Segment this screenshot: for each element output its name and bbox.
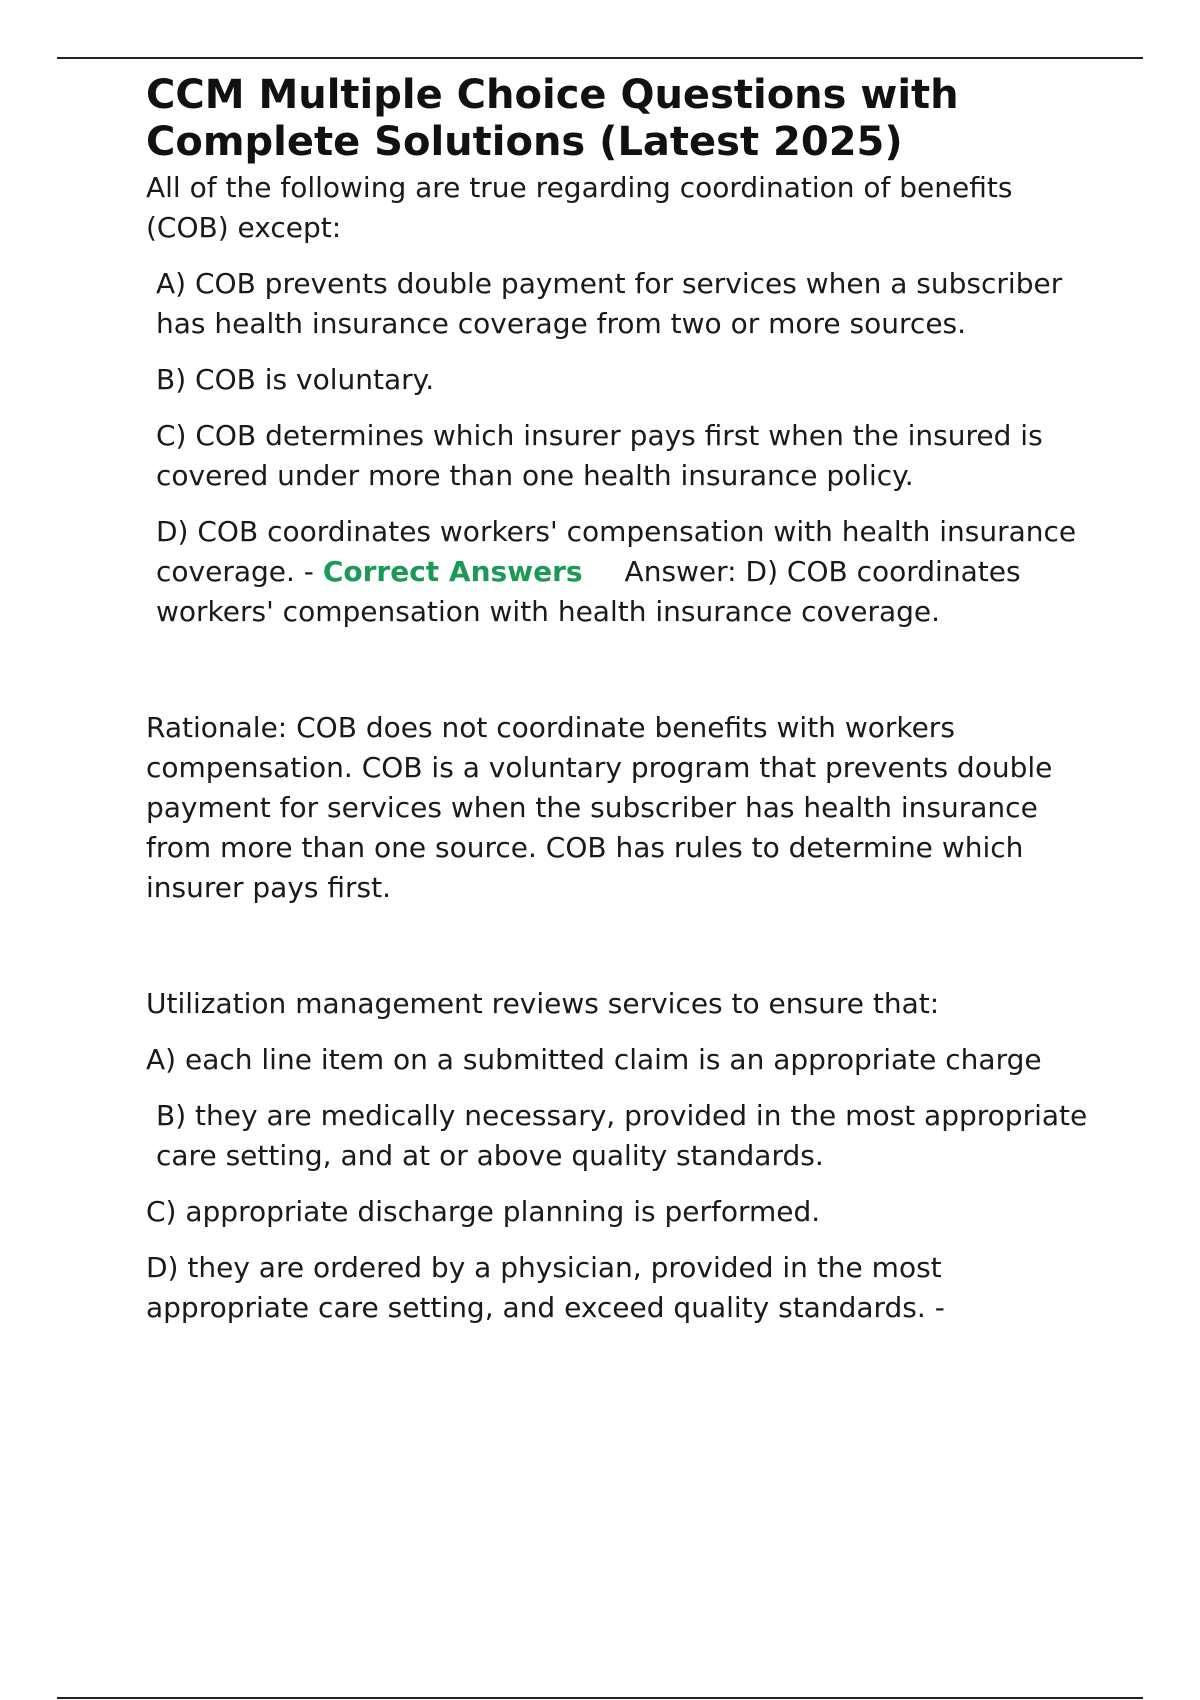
question-1-rationale: Rationale: COB does not coordinate benefits with workers compensation. COB is a voluntary program that prevents double payment for services when the subscriber has health insurance from more than one source. COB has rules to determine which insurer pays first.	[146, 711, 1053, 904]
question-1-option-d-with-answer	[146, 512, 1096, 632]
question-1-option-c: C) COB determines which insurer pays first when the insured is covered under more than one health insurance policy.	[156, 419, 1043, 492]
question-2-stem: Utilization management reviews services to ensure that:	[146, 987, 940, 1020]
question-1-option-a: A) COB prevents double payment for services when a subscriber has health insurance coverage from two or more sources.	[156, 267, 1063, 340]
top-divider	[57, 57, 1143, 59]
document-title: CCM Multiple Choice Questions with Complete Solutions (Latest 2025)	[146, 72, 959, 165]
question-2-option-a: A) each line item on a submitted claim is an appropriate charge	[146, 1043, 1042, 1076]
question-2-option-c: C) appropriate discharge planning is performed.	[146, 1195, 821, 1228]
document-body	[146, 72, 1096, 1328]
question-1-option-d: D) COB coordinates workers' compensation with health insurance coverage. -	[156, 515, 1077, 588]
question-2-option-b: B) they are medically necessary, provided in the most appropriate care setting, and at or above quality standards.	[156, 1099, 1088, 1172]
question-1-stem: All of the following are true regarding coordination of benefits (COB) except:	[146, 171, 1013, 244]
correct-answers-label: Correct Answers	[322, 555, 583, 588]
question-1	[146, 168, 1096, 908]
question-2	[146, 984, 1096, 1328]
question-2-option-d: D) they are ordered by a physician, provided in the most appropriate care setting, and exceed quality standards. -	[146, 1251, 945, 1324]
bottom-divider	[57, 1697, 1143, 1699]
question-1-option-b: B) COB is voluntary.	[156, 363, 435, 396]
question-1-answer: Answer: D) COB coordinates workers' compensation with health insurance coverage.	[156, 555, 1021, 628]
